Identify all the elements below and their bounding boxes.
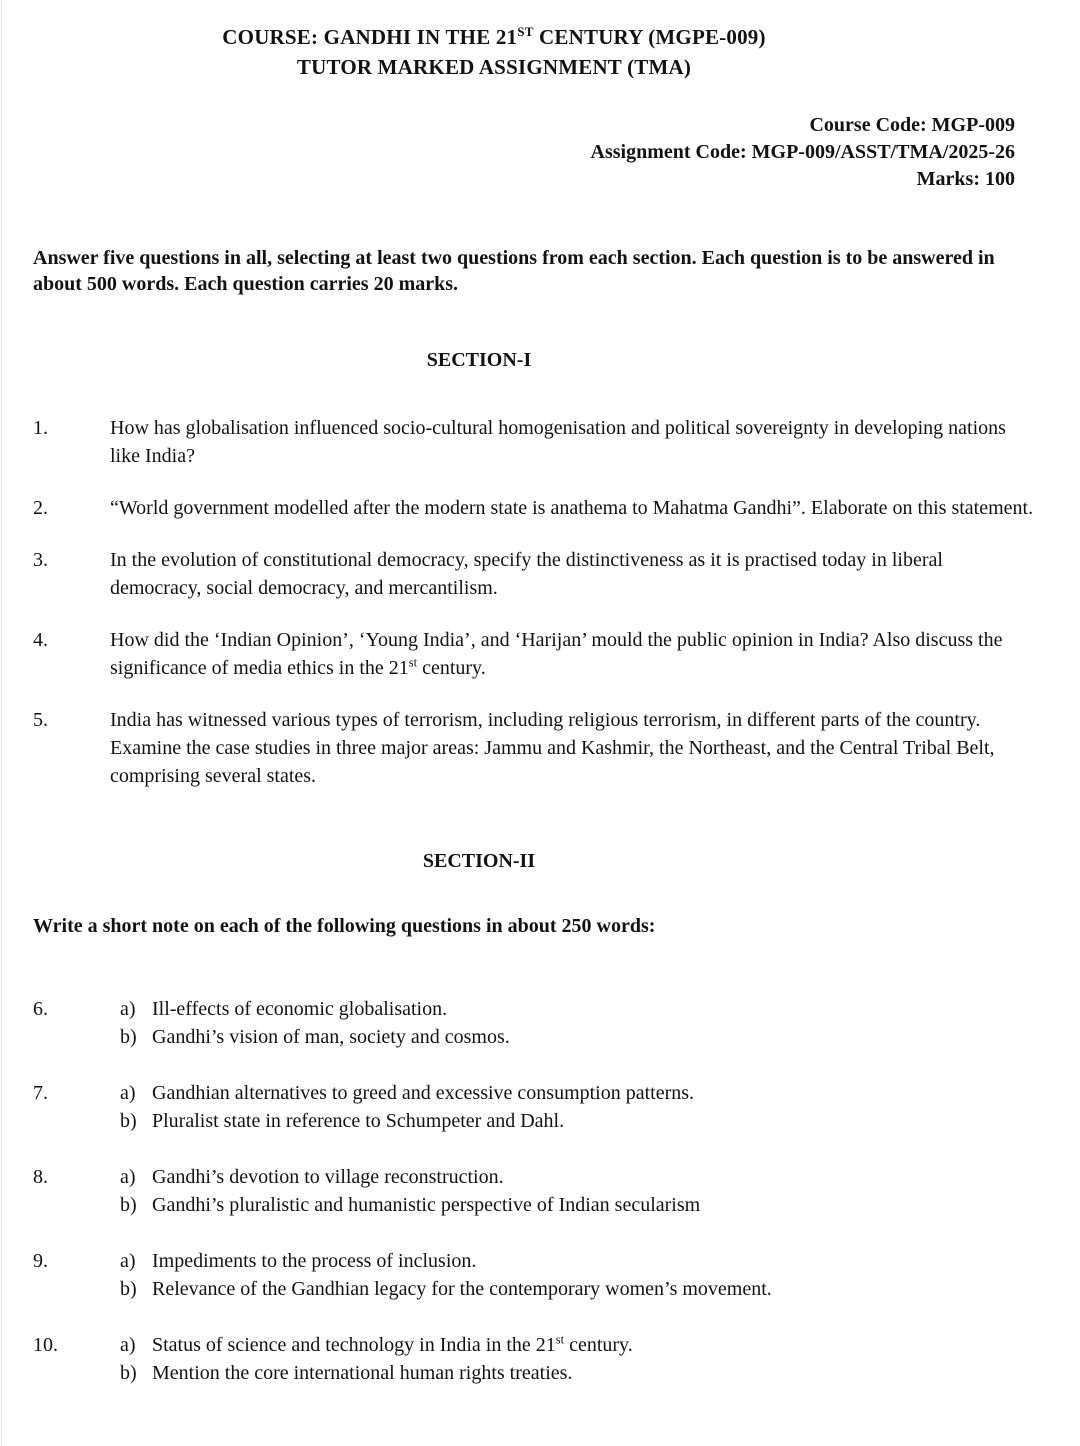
question-text: How has globalisation influenced socio-cultural homogenisation and political sovereignty in developing nations like India? xyxy=(110,417,1006,467)
question-row xyxy=(33,1331,1035,1387)
code-block xyxy=(33,112,1035,193)
document-title-block xyxy=(33,22,1035,82)
question-subitem xyxy=(120,1163,1035,1191)
section2-heading: SECTION-II xyxy=(422,850,536,872)
section1-heading: SECTION-I xyxy=(426,349,532,371)
subitem-label: b) xyxy=(120,1278,137,1300)
question-subitem xyxy=(120,1275,1035,1303)
section2-note: Write a short note on each of the following questions in about 250 words: xyxy=(33,915,656,937)
subitem-text: Gandhi’s devotion to village reconstruction. xyxy=(152,1166,504,1188)
question-row xyxy=(33,1247,1035,1303)
question-subitem xyxy=(120,1023,1035,1051)
subitem-text: Gandhi’s pluralistic and humanistic perspective of Indian secularism xyxy=(152,1194,701,1216)
question-row xyxy=(33,626,1035,682)
course-code: Course Code: MGP-009 xyxy=(809,114,1015,136)
question-subitem xyxy=(120,1359,1035,1387)
question-number: 3. xyxy=(33,549,48,571)
question-number: 2. xyxy=(33,497,48,519)
subitem-label: b) xyxy=(120,1110,137,1132)
question-number: 4. xyxy=(33,629,48,651)
subitem-label: a) xyxy=(120,998,136,1020)
scan-edge-artifact xyxy=(1,0,2,1446)
subitem-label: a) xyxy=(120,1250,136,1272)
question-number: 8. xyxy=(33,1166,48,1188)
question-number: 5. xyxy=(33,709,48,731)
section1-question-list xyxy=(33,414,1035,790)
question-number: 10. xyxy=(33,1334,58,1356)
question-subitems xyxy=(110,1331,1035,1387)
question-row xyxy=(33,494,1035,522)
subitem-label: b) xyxy=(120,1194,137,1216)
subitem-label: a) xyxy=(120,1334,136,1356)
subitem-text: Pluralist state in reference to Schumpeter and Dahl. xyxy=(152,1110,565,1132)
question-subitems xyxy=(110,1247,1035,1303)
subitem-text: Status of science and technology in India in the 21st century. xyxy=(152,1332,633,1356)
general-instructions: Answer five questions in all, selecting at least two questions from each section. Each question is to be answered in about 500 words. Each question carries 20 marks. xyxy=(33,247,995,295)
question-row xyxy=(33,1079,1035,1135)
course-title: COURSE: GANDHI IN THE 21ST CENTURY (MGPE-009) xyxy=(222,24,766,49)
question-subitem xyxy=(120,1247,1035,1275)
subitem-text: Impediments to the process of inclusion. xyxy=(152,1250,477,1272)
question-number: 6. xyxy=(33,998,48,1020)
question-subitems xyxy=(110,995,1035,1051)
subitem-label: b) xyxy=(120,1026,137,1048)
question-text: In the evolution of constitutional democracy, specify the distinctiveness as it is practised today in liberal democracy, social democracy, and mercantilism. xyxy=(110,549,943,599)
question-row xyxy=(33,706,1035,790)
subitem-text: Mention the core international human rights treaties. xyxy=(152,1362,573,1384)
assignment-code: Assignment Code: MGP-009/ASST/TMA/2025-26 xyxy=(590,141,1015,163)
section2-question-list xyxy=(33,995,1035,1387)
question-text: How did the ‘Indian Opinion’, ‘Young India’, and ‘Harijan’ mould the public opinion in India? Also discuss the significance of media ethics in the 21st century. xyxy=(110,629,1003,679)
question-subitem xyxy=(120,1191,1035,1219)
question-text: “World government modelled after the modern state is anathema to Mahatma Gandhi”. Elaborate on this statement. xyxy=(110,497,1034,519)
subitem-text: Ill-effects of economic globalisation. xyxy=(152,998,448,1020)
subitem-text: Gandhian alternatives to greed and excessive consumption patterns. xyxy=(152,1082,695,1104)
subitem-text: Relevance of the Gandhian legacy for the contemporary women’s movement. xyxy=(152,1278,772,1300)
question-row xyxy=(33,546,1035,602)
question-text: India has witnessed various types of terrorism, including religious terrorism, in different parts of the country. Examine the case studies in three major areas: Jammu and Kashmir, the Northeast, and the Central Tribal Belt, comprising several states. xyxy=(110,709,995,787)
question-subitems xyxy=(110,1079,1035,1135)
question-subitem xyxy=(120,1079,1035,1107)
question-number: 7. xyxy=(33,1082,48,1104)
question-subitem xyxy=(120,1107,1035,1135)
subitem-label: a) xyxy=(120,1082,136,1104)
question-subitem xyxy=(120,995,1035,1023)
question-number: 1. xyxy=(33,417,48,439)
question-subitems xyxy=(110,1163,1035,1219)
question-row xyxy=(33,414,1035,470)
subitem-label: b) xyxy=(120,1362,137,1384)
subitem-label: a) xyxy=(120,1166,136,1188)
question-row xyxy=(33,1163,1035,1219)
marks-total: Marks: 100 xyxy=(916,168,1015,190)
question-number: 9. xyxy=(33,1250,48,1272)
question-row xyxy=(33,995,1035,1051)
assignment-subtitle: TUTOR MARKED ASSIGNMENT (TMA) xyxy=(296,55,692,79)
question-subitem xyxy=(120,1331,1035,1359)
subitem-text: Gandhi’s vision of man, society and cosmos. xyxy=(152,1026,510,1048)
